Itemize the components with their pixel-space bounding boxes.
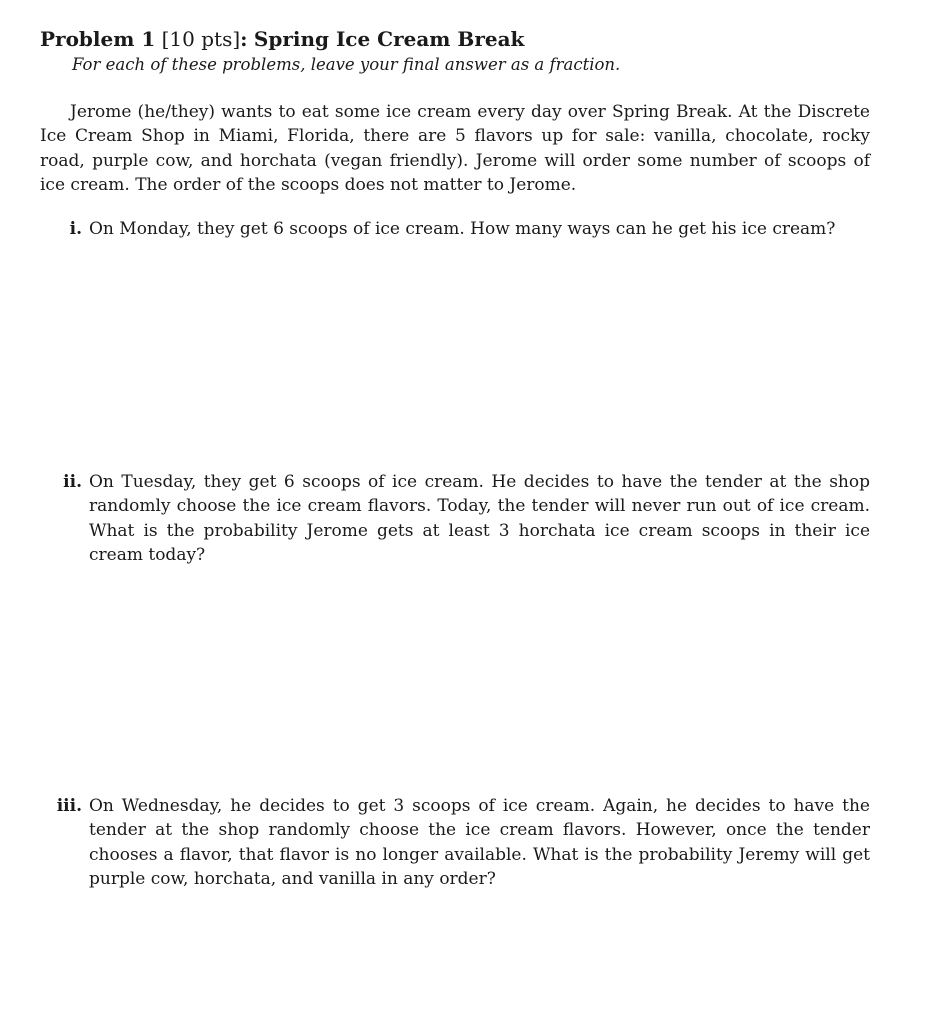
question-part-ii <box>40 470 870 567</box>
intro-paragraph: Jerome (he/they) wants to eat some ice cream every day over Spring Break. At the Discrete Ice Cream Shop in Miami, Florida, there are 5 flavors up for sale: vanilla, chocolate, rocky road, purple cow, and horchata (vegan friendly). Jerome will order some number of scoops of ice cream. The order of the scoops does not matter to Jerome. <box>40 102 870 195</box>
problem-points: [10 pts] <box>161 27 241 51</box>
instructions-text: For each of these problems, leave your final answer as a fraction. <box>72 55 621 74</box>
header-colon: : <box>240 27 248 51</box>
question-marker-ii: ii. <box>63 472 82 492</box>
problem-label: Problem 1 <box>40 27 156 51</box>
problem-header <box>40 26 524 52</box>
question-marker-iii: iii. <box>56 796 82 816</box>
question-part-i <box>40 217 870 241</box>
problem-title: Spring Ice Cream Break <box>253 27 525 51</box>
question-text-ii: On Tuesday, they get 6 scoops of ice cream. He decides to have the tender at the shop randomly choose the ice cream flavors. Today, the tender will never run out of ice cream. What is the probability Jerome gets at least 3 horchata ice cream scoops in their ice cream today? <box>89 472 870 565</box>
question-part-iii <box>40 794 870 891</box>
question-text-iii: On Wednesday, he decides to get 3 scoops of ice cream. Again, he decides to have the tender at the shop randomly choose the ice cream flavors. However, once the tender chooses a flavor, that flavor is no longer available. What is the probability Jeremy will get purple cow, horchata, and vanilla in any order? <box>89 796 870 889</box>
question-marker-i: i. <box>69 219 82 239</box>
question-text-i: On Monday, they get 6 scoops of ice cream. How many ways can he get his ice cream? <box>89 219 836 239</box>
